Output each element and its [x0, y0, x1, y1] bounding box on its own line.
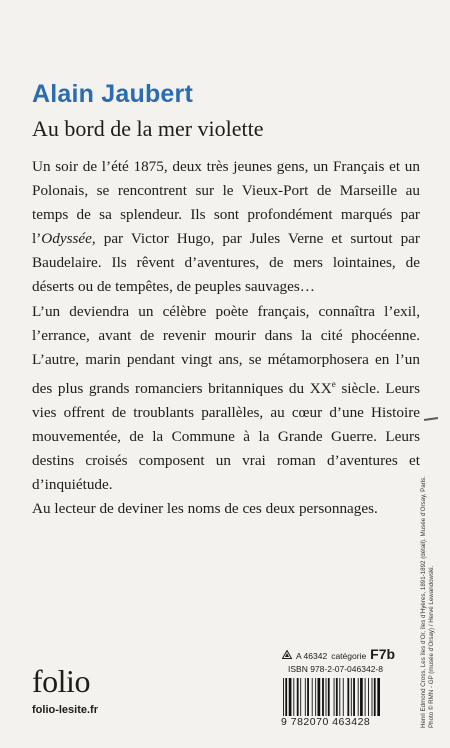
blurb [32, 155, 420, 521]
book-title: Au bord de la mer violette [32, 116, 264, 141]
barcode [281, 678, 417, 716]
catalog-ref: A 46342 [296, 651, 328, 661]
publisher-website: folio-lesite.fr [32, 704, 99, 716]
category-code: F7b [370, 646, 396, 662]
blurb-paragraph-3: Au lecteur de deviner les noms de ces deux personnages. [32, 500, 378, 518]
blurb-paragraph-1: Un soir de l’été 1875, deux très jeunes gens, un Français et un Polonais, se rencontrent sur le Vieux-Port de Marseille au temps de sa splendeur. Ils sont profondément marqués par l’Odyssée, par Victor Hugo, par Jules Verne et surtout par Baudelaire. Ils rêvent d’aventures, de mers lointaines, de déserts ou de tempêtes, de peuples sauvages… [32, 158, 420, 296]
blurb-paragraph-2: L’un deviendra un célèbre poète français, connaîtra l’exil, l’errance, avant de revenir mourir dans la cité phocéenne. L’autre, marin pendant vingt ans, se métamorphosera en l’un des plus grands romanciers britanniques du XXe siècle. Leurs vies offrent de troublants parallèles, au cœur d’une Histoire mouvementée, de la Commune à la Grande Guerre. Leurs destins croisés composent un vrai roman d’aventures et d’inquiétude. [32, 302, 420, 494]
author-name: Alain Jaubert [32, 80, 193, 108]
folio-logo: folio [32, 663, 90, 699]
pencil-mark [424, 417, 438, 421]
recycle-icon [282, 650, 292, 659]
category-label: catégorie [331, 651, 367, 661]
isbn: ISBN 978-2-07-046342-8 [288, 664, 383, 674]
image-credit: Henri Edmond Cross, Les îles d’Or, îles d’Hyères, 1891-1892 (détail). Musée d’Orsay, Paris. Photo © RMN - GP (musée d’Orsay) / Hervé Lewandowski. [420, 476, 435, 728]
catalog-info [282, 646, 395, 662]
barcode-digits: 9 782070 463428 [281, 716, 371, 728]
